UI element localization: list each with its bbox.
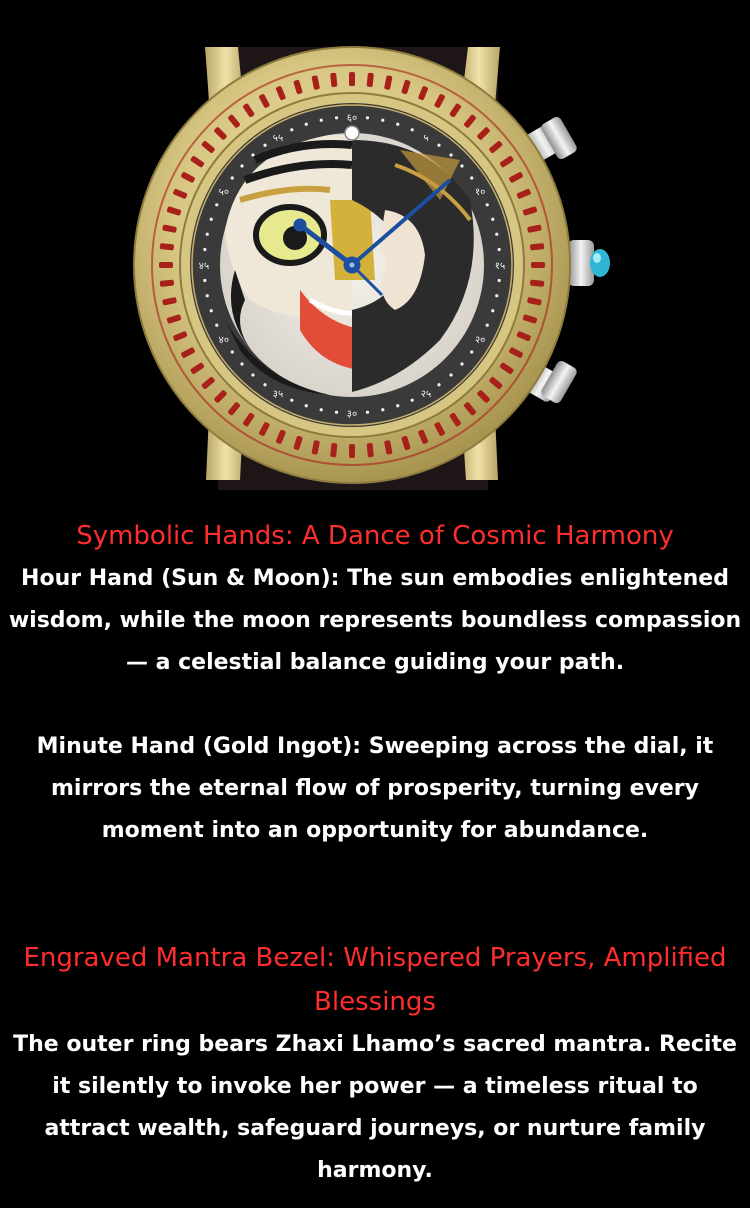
dial-numeral: ६०	[346, 113, 358, 124]
minute-dot	[470, 176, 473, 179]
minute-dot	[495, 294, 498, 297]
watch-illustration	[0, 0, 750, 490]
minute-dot	[290, 128, 293, 131]
dial-numeral: ५	[423, 132, 429, 144]
minute-dot	[305, 123, 308, 126]
minute-dot	[437, 383, 440, 386]
minute-dot	[437, 144, 440, 147]
hero-watch-image	[0, 0, 750, 490]
minute-dot	[495, 233, 498, 236]
minute-dot	[449, 373, 452, 376]
minute-dot	[290, 399, 293, 402]
minute-dot	[498, 248, 501, 251]
spacer	[0, 852, 750, 936]
minute-dot	[263, 383, 266, 386]
minute-dot	[498, 279, 501, 282]
minute-dot	[449, 153, 452, 156]
diamond-marker	[345, 126, 359, 140]
hour-hand-paragraph: Hour Hand (Sun & Moon): The sun embodies enlightened wisdom, while the moon represents boundless compassion — a celestial balance guiding your path.	[8, 566, 742, 675]
minute-dot	[491, 218, 494, 221]
mantra-glyph	[159, 262, 173, 268]
minute-dot	[231, 176, 234, 179]
mantra-glyph	[349, 72, 355, 86]
minute-dot	[231, 350, 234, 353]
minute-dot	[460, 362, 463, 365]
minute-dot	[210, 218, 213, 221]
minute-dot	[411, 399, 414, 402]
minute-dot	[381, 119, 384, 122]
dial-numeral: ४५	[198, 261, 210, 272]
dial-numeral: २५	[420, 389, 432, 401]
minute-dot	[320, 119, 323, 122]
description-section	[0, 510, 750, 1192]
minute-dot	[240, 362, 243, 365]
minute-dot	[381, 408, 384, 411]
minute-dot	[366, 116, 369, 119]
minute-dot	[366, 411, 369, 414]
minute-dot	[460, 164, 463, 167]
dial-numeral: २०	[474, 335, 486, 346]
minute-hand-paragraph: Minute Hand (Gold Ingot): Sweeping across the dial, it mirrors the eternal flow of prosperity, turning every moment into an opportunity for abundance.	[36, 734, 714, 843]
dial-numeral: ४०	[218, 335, 230, 346]
dial-numeral: ५५	[272, 132, 284, 144]
minute-dot	[470, 350, 473, 353]
minute-dot	[486, 324, 489, 327]
bezel-heading: Engraved Mantra Bezel: Whispered Prayers, Amplified Blessings	[23, 943, 727, 1017]
hands-heading: Symbolic Hands: A Dance of Cosmic Harmony	[76, 521, 674, 551]
minute-dot	[335, 411, 338, 414]
minute-dot	[240, 164, 243, 167]
minute-dot	[206, 294, 209, 297]
minute-dot	[486, 203, 489, 206]
dial-numeral: १०	[474, 187, 486, 198]
bezel-paragraph: The outer ring bears Zhaxi Lhamo’s sacred mantra. Recite it silently to invoke her power — a timeless ritual to attract wealth, safeguard journeys, or nurture family harmony.	[13, 1032, 737, 1183]
spacer	[0, 684, 750, 726]
minute-dot	[251, 373, 254, 376]
dial-numeral: ५०	[218, 187, 230, 198]
minute-dot	[320, 408, 323, 411]
minute-dot	[491, 309, 494, 312]
minute-dot	[203, 248, 206, 251]
minute-dot	[411, 128, 414, 131]
dial-numeral: १५	[494, 261, 506, 272]
mantra-glyph	[531, 262, 545, 268]
mantra-glyph	[349, 444, 355, 458]
dial-numeral: ३५	[272, 389, 284, 401]
minute-dot	[396, 123, 399, 126]
minute-dot	[206, 233, 209, 236]
dial-numeral: ३०	[346, 409, 358, 420]
minute-dot	[210, 309, 213, 312]
minute-dot	[215, 324, 218, 327]
minute-dot	[305, 404, 308, 407]
minute-dot	[215, 203, 218, 206]
minute-dot	[335, 116, 338, 119]
minute-dot	[263, 144, 266, 147]
minute-dot	[203, 279, 206, 282]
minute-dot	[396, 404, 399, 407]
